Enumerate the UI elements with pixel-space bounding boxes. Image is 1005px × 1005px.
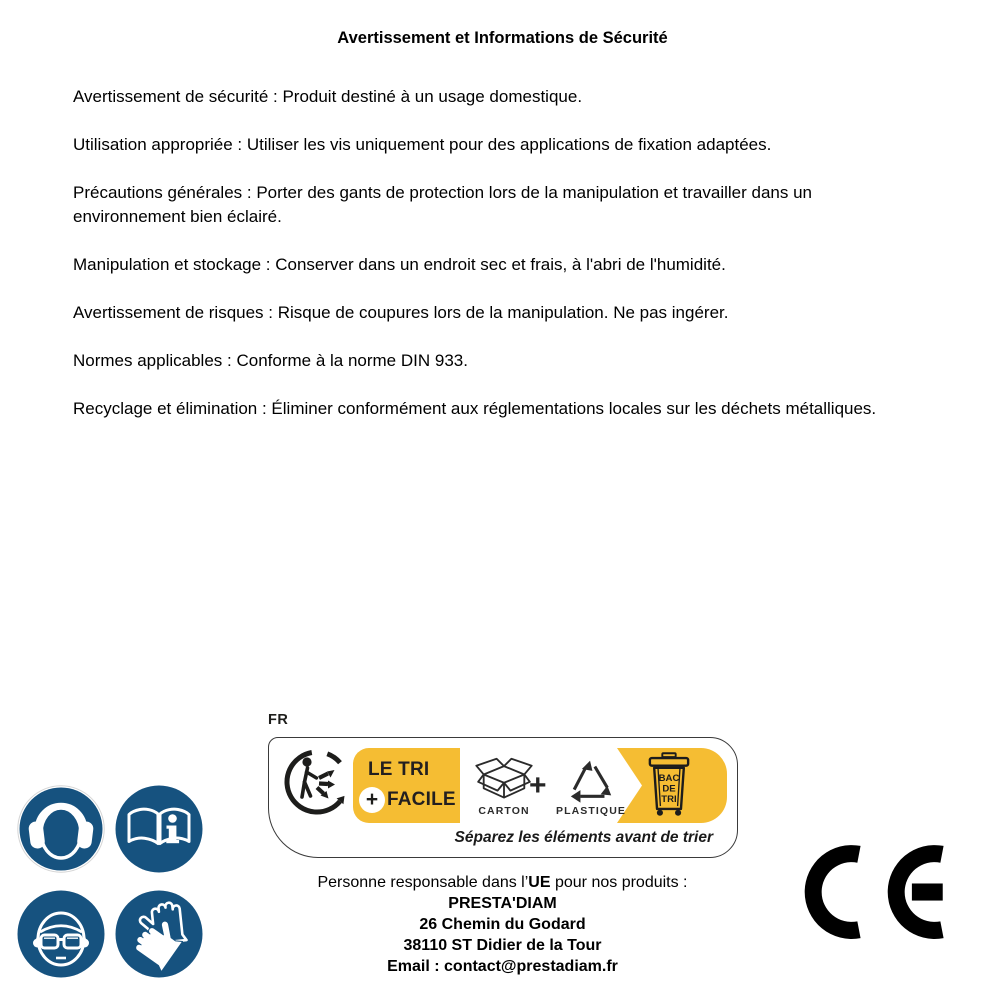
paragraph-appropriate-use: Utilisation appropriée : Utiliser les vis uniquement pour des applications de fixation adaptées.	[73, 135, 772, 154]
ce-marking-icon	[799, 841, 947, 944]
recycling-triangle-icon	[566, 756, 616, 804]
safety-text-block	[0, 47, 1005, 421]
bin-text-line3: TRI	[661, 794, 677, 806]
address-line-2: 38110 ST Didier de la Tour	[403, 937, 602, 954]
plus-separator: +	[529, 769, 547, 802]
paragraph-safety-warning: Avertissement de sécurité : Produit destiné à un usage domestique.	[73, 87, 583, 106]
responsible-intro-suffix: pour nos produits :	[550, 874, 688, 891]
responsible-intro-prefix: Personne responsable dans l’	[317, 874, 529, 891]
sorting-instruction: Séparez les éléments avant de trier	[454, 829, 713, 846]
paragraph-recycling-disposal: Recyclage et élimination : Éliminer conformément aux réglementations locales sur les déchets métalliques.	[73, 399, 877, 418]
paragraph-standards: Normes applicables : Conforme à la norme DIN 933.	[73, 351, 468, 370]
wear-ear-protection-icon	[17, 785, 105, 873]
sorting-bin-icon	[647, 752, 691, 818]
bin-text-line1: BAC	[658, 773, 680, 785]
material-plastique	[555, 756, 627, 817]
triman-logo	[282, 747, 352, 817]
company-name: PRESTA'DIAM	[448, 895, 557, 912]
plus-badge-icon: +	[359, 787, 385, 813]
contact-email-line: Email : contact@prestadiam.fr	[387, 958, 618, 975]
tri-facile-band	[353, 748, 727, 823]
material-plastique-label: PLASTIQUE	[556, 805, 626, 817]
bin-text-line2: DE	[662, 783, 676, 795]
tri-headline-1: LE TRI	[368, 759, 430, 780]
read-instruction-manual-icon	[115, 785, 203, 873]
tri-headline-2: FACILE	[387, 789, 456, 810]
paragraph-handling-storage: Manipulation et stockage : Conserver dans un endroit sec et frais, à l'abri de l'humidité.	[73, 255, 726, 274]
page-title: Avertissement et Informations de Sécurité	[337, 29, 668, 47]
carton-box-icon	[473, 756, 535, 804]
address-line-1: 26 Chemin du Godard	[419, 916, 586, 933]
paragraph-general-precautions: Précautions générales : Porter des gants de protection lors de la manipulation et travailler dans un environnement bien éclairé.	[73, 183, 812, 226]
responsible-intro-ue: UE	[528, 874, 551, 891]
material-carton-label: CARTON	[478, 805, 530, 817]
country-code: FR	[268, 712, 289, 728]
info-tri-label	[268, 737, 738, 858]
paragraph-risk-warning: Avertissement de risques : Risque de coupures lors de la manipulation. Ne pas ingérer.	[73, 303, 729, 322]
